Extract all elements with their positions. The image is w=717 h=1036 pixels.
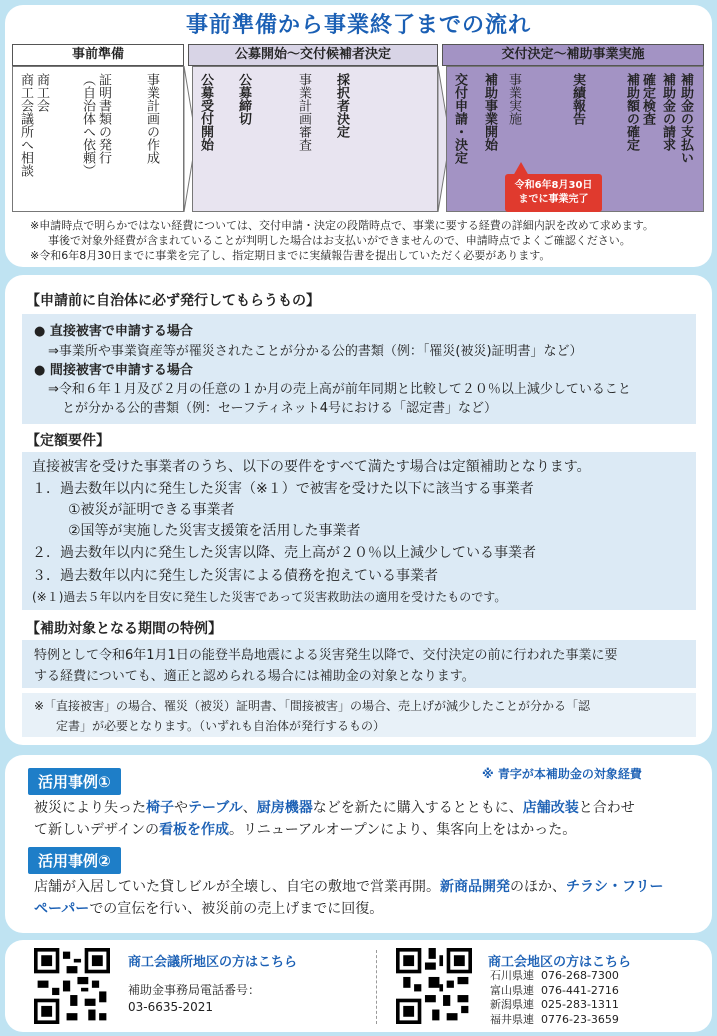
case-2-label: 活用事例② [28, 847, 121, 874]
req-3: ３．過去数年以内に発生した災害による債務を抱えている事業者 [32, 568, 438, 584]
case-2-line-1: 店舗が入居していた貸しビルが全壊し、自宅の敷地で営業再開。新商品開発のほか、チラシ・フリー [34, 879, 664, 895]
step-certificate: 証明書類の発行 （自治体へ依頼） [80, 73, 111, 177]
qr-code-right-icon[interactable] [396, 948, 472, 1024]
cases-legend: ※ 青字が本補助金の対象経費 [482, 767, 642, 781]
step-review: 事業計画審査 [296, 73, 311, 151]
indirect-body-2: とが分かる公的書類（例：セーフティネット4号における「認定書」など） [62, 401, 498, 416]
contact-left-phone: 03-6635-2021 [128, 1000, 214, 1014]
section-title-documents: 【申請前に自治体に必ず発行してもらうもの】 [26, 293, 320, 309]
step-open: 採択者決定 [334, 73, 349, 138]
contact-row: 富山県連 076-441-2716 [490, 983, 619, 997]
req-1b: ②国等が実施した災害支援策を活用した事業者 [68, 523, 361, 539]
note-1: ※申請時点で明らかではない経費については、交付申請・決定の段階時点で、事業に要する経費の詳細内訳を改めて求めます。 [30, 219, 654, 232]
contact-row: 福井県連 0776-23-3659 [490, 1012, 619, 1026]
deadline-badge [505, 174, 602, 212]
step-accept: 公募受付開始 [198, 73, 213, 151]
step-close: 公募締切 [236, 73, 251, 125]
direct-head: ● 直接被害で申請する場合 [34, 324, 193, 339]
step-confirm: 確定検査 補助額の確定 [624, 73, 655, 151]
req-1a: ①被災が証明できる事業者 [68, 502, 235, 518]
qr-code-left-icon[interactable] [34, 948, 110, 1024]
flow-header-grant: 交付決定～補助事業実施 [442, 44, 704, 66]
section-title-fixed: 【定額要件】 [26, 433, 110, 449]
note-3: ※令和6年8月30日までに事業を完了し、指定期日までに実績報告書を提出していただく必要があります。 [30, 249, 551, 262]
page-title: 事前準備から事業終了までの流れ [185, 13, 531, 38]
case-1-line-2: て新しいデザインの看板を作成。リニューアルオープンにより、集客向上をはかった。 [34, 822, 577, 838]
flow-header-prep: 事前準備 [12, 44, 184, 66]
flow-col-recruit [192, 66, 438, 212]
step-payment: 補助金の支払い [678, 73, 693, 164]
step-report: 実績報告 [570, 73, 585, 125]
req-1: １．過去数年以内に発生した災害（※１）で被害を受けた以下に該当する事業者 [32, 481, 534, 497]
direct-body: ⇒事業所や事業資産等が罹災されたことが分かる公的書類（例：「罹災(被災)証明書」など） [48, 344, 583, 359]
flow-header-recruit: 公募開始～交付候補者決定 [188, 44, 438, 66]
req-note: (※１)過去５年以内を目安に発生した災害であって災害救助法の適用を受けたものです。 [32, 590, 507, 604]
period-line-1: 特例として令和6年1月1日の能登半島地震による災害発生以降で、交付決定の前に行われた事業に要 [34, 648, 618, 663]
step-consult: 商工会 商工会議所へ相談 [18, 73, 49, 177]
req-2: ２．過去数年以内に発生した災害以降、売上高が２０％以上減少している事業者 [32, 545, 536, 561]
contacts-divider [376, 950, 377, 1024]
step-plan: 事業計画の作成 [144, 73, 159, 164]
footnote-1: ※「直接被害」の場合、罹災（被災）証明書、「間接被害」の場合、売上げが減少したことが分かる「認 [34, 699, 591, 713]
indirect-head: ● 間接被害で申請する場合 [34, 363, 193, 378]
note-2: 事後で対象外経費が含まれていることが判明した場合はお支払いができませんので、申請時点でよくご確認ください。 [48, 234, 631, 247]
step-implement: 事業実施 [506, 73, 521, 125]
contact-row: 石川県連 076-268-7300 [490, 969, 619, 982]
flow-col-prep [12, 66, 184, 212]
case-1-label: 活用事例① [28, 768, 121, 795]
step-issue: 交付申請・決定 [452, 73, 467, 164]
section-title-period: 【補助対象となる期間の特例】 [26, 621, 222, 637]
contact-left-title: 商工会議所地区の方はこちら [128, 955, 298, 970]
contact-left-label: 補助金事務局電話番号： [128, 983, 261, 997]
period-line-2: する経費についても、適正と認められる場合には補助金の対象となります。 [34, 669, 475, 684]
case-1-line-1: 被災により失った椅子やテーブル、厨房機器などを新たに購入するとともに、店舗改装と合わせ [34, 800, 635, 816]
contact-row: 新潟県連 025-283-1311 [490, 998, 619, 1011]
footnote-2: 定書」が必要となります。（いずれも自治体が発行するもの） [56, 719, 386, 733]
deadline-badge-text: 令和6年8月30日 までに事業完了 [514, 180, 593, 205]
step-start: 補助事業開始 [482, 73, 497, 151]
case-2-line-2: ペーパーでの宣伝を行い、被災前の売上げまでに回復。 [34, 901, 384, 917]
indirect-body-1: ⇒令和６年１月及び２月の任意の１か月の売上高が前年同期と比較して２０％以上減少していること [48, 382, 631, 397]
step-request: 補助金の請求 [660, 73, 675, 151]
contact-right-list [490, 969, 619, 1027]
req-intro: 直接被害を受けた事業者のうち、以下の要件をすべて満たす場合は定額補助となります。 [32, 459, 591, 475]
contact-right-title: 商工会地区の方はこちら [488, 955, 632, 970]
